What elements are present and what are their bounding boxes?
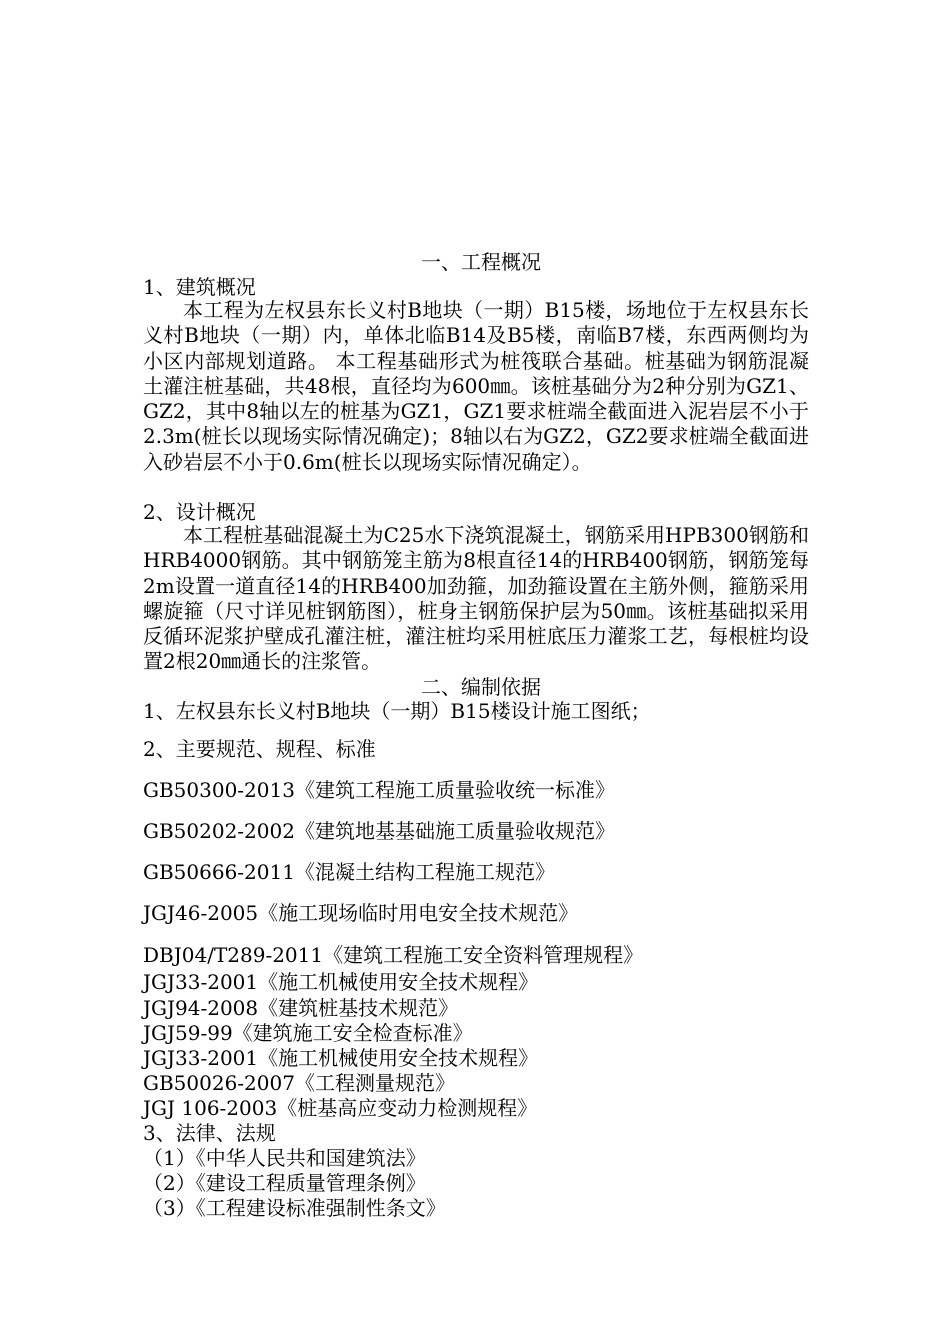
law-item: （2）《建设工程质量管理条例》 <box>143 1171 426 1195</box>
standard-item: JGJ 106-2003《桩基高应变动力检测规程》 <box>143 1096 538 1120</box>
basis-item-drawings: 1、左权县东长义村B地块（一期）B15楼设计施工图纸； <box>143 699 651 723</box>
subsection-title-design: 2、设计概况 <box>143 500 256 524</box>
subsection-title-building: 1、建筑概况 <box>143 275 256 299</box>
basis-item-standards-title: 2、主要规范、规程、标准 <box>143 737 376 761</box>
paragraph-building-overview: 本工程为左权县东长义村B地块（一期）B15楼，场地位于左权县东长义村B地块（一期）内，单体北临B14及B5楼，南临B7楼，东西两侧均为小区内部规划道路。 本工程基础形式为桩筏联合基础。桩基础为钢筋混凝土灌注桩基础，共48根，直径均为600㎜。该桩基础分为2种分别为GZ1、GZ2，其中8轴以左的桩基为GZ1，GZ1要求桩端全截面进入泥岩层不小于2.3m(桩长以现场实际情况确定)；8轴以右为GZ2，GZ2要求桩端全截面进入砂岩层不小于0.6m(桩长以现场实际情况确定）。 <box>143 298 809 474</box>
standard-item: GB50026-2007《工程测量规范》 <box>143 1071 455 1095</box>
paragraph-design-overview: 本工程桩基础混凝土为C25水下浇筑混凝土，钢筋采用HPB300钢筋和HRB4000钢筋。其中钢筋笼主筋为8根直径14的HRB400钢筋，钢筋笼每2m设置一道直径14的HRB400加劲箍，加劲箍设置在主筋外侧，箍筋采用螺旋箍（尺寸详见桩钢筋图），桩身主钢筋保护层为50㎜。该桩基础拟采用反循环泥浆护壁成孔灌注桩，灌注桩均采用桩底压力灌浆工艺，每根桩均设置2根20㎜通长的注浆管。 <box>143 523 809 674</box>
standard-item: GB50202-2002《建筑地基基础施工质量验收规范》 <box>143 819 615 843</box>
standard-item: JGJ33-2001《施工机械使用安全技术规程》 <box>143 1046 539 1070</box>
standard-item: DBJ04/T289-2011《建筑工程施工安全资料管理规程》 <box>143 943 644 967</box>
section-heading-basis: 二、编制依据 <box>421 675 541 699</box>
section-heading-overview: 一、工程概况 <box>421 250 541 274</box>
standard-item: JGJ33-2001《施工机械使用安全技术规程》 <box>143 970 539 994</box>
standard-item: JGJ59-99《建筑施工安全检查标准》 <box>143 1021 473 1045</box>
basis-item-laws-title: 3、法律、法规 <box>143 1121 276 1145</box>
standard-item: GB50300-2013《建筑工程施工质量验收统一标准》 <box>143 778 615 802</box>
law-item: （1）《中华人民共和国建筑法》 <box>143 1146 426 1170</box>
standard-item: JGJ94-2008《建筑桩基技术规范》 <box>143 996 459 1020</box>
standard-item: GB50666-2011《混凝土结构工程施工规范》 <box>143 860 555 884</box>
law-item: （3）《工程建设标准强制性条文》 <box>143 1196 446 1220</box>
standard-item: JGJ46-2005《施工现场临时用电安全技术规范》 <box>143 901 579 925</box>
